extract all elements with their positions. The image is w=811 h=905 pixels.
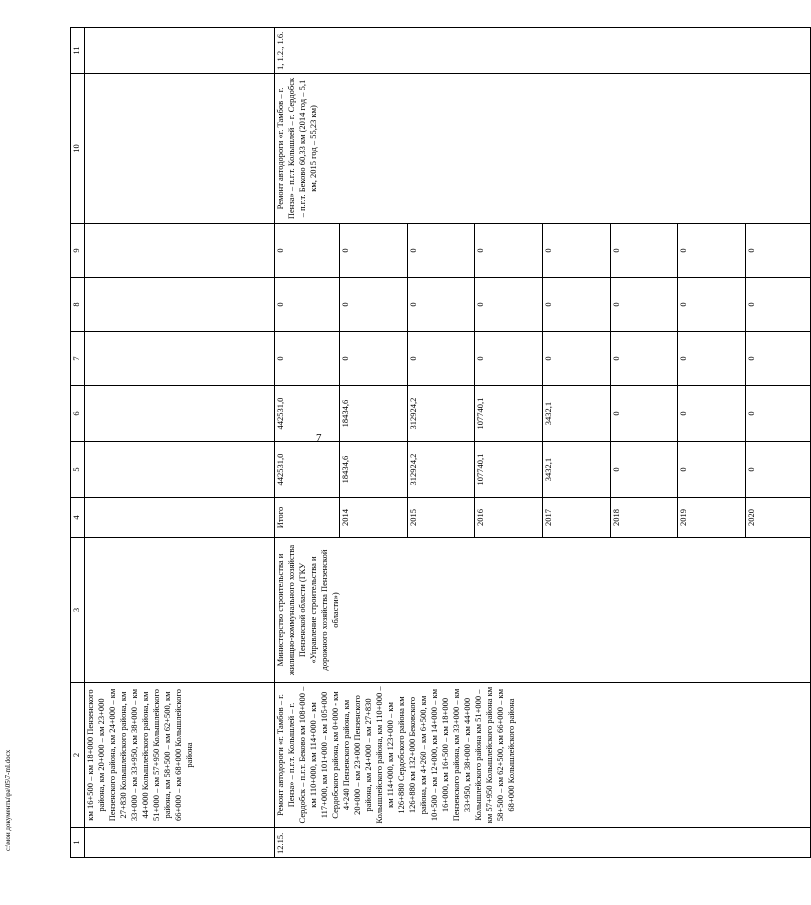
prev-row-description: км 16+500 – км 18+000 Пензенского района, км 20+000 – км 23+000 Пензенского района, км 24+000 – км 27+830 Колышлейского района, км 33+000 – км 33+950, км 38+000 – км 44+000 Колышлейского района, км 51+000 – км 57+950 Колышлейского района, км 58+500 – км 62+500, км 66+000 – км 68+000 Колышлейского района bbox=[85, 683, 275, 828]
col7-value: 0 bbox=[475, 332, 543, 385]
col-header-7: 7 bbox=[71, 332, 85, 386]
years-value: 2016 bbox=[475, 498, 543, 537]
col6-value: 107740,1 bbox=[475, 386, 543, 441]
col9-value: 0 bbox=[745, 248, 756, 253]
col5-value: 0 bbox=[745, 467, 756, 472]
program-table bbox=[70, 27, 811, 858]
years-value: 2017 bbox=[542, 498, 610, 537]
col8-value: 0 bbox=[340, 278, 408, 331]
col6-cell bbox=[275, 386, 811, 442]
col7-value: 0 bbox=[542, 332, 610, 385]
col5-value: 0 bbox=[678, 442, 746, 497]
col5-value: 107740,1 bbox=[475, 442, 543, 497]
col-header-1: 1 bbox=[71, 828, 85, 858]
col9-value: 0 bbox=[542, 224, 610, 277]
col8-value: 0 bbox=[475, 278, 543, 331]
col7-value: 0 bbox=[745, 356, 756, 361]
col8-value: 0 bbox=[678, 278, 746, 331]
col6-value: 0 bbox=[745, 411, 756, 416]
col8-value: 0 bbox=[275, 278, 340, 331]
years-value: 2020 bbox=[745, 509, 756, 526]
col-header-11: 11 bbox=[71, 28, 85, 74]
col-header-9: 9 bbox=[71, 224, 85, 278]
col6-value: 0 bbox=[610, 386, 678, 441]
col6-value: 18434,6 bbox=[340, 386, 408, 441]
col-header-4: 4 bbox=[71, 498, 85, 538]
col5-value: 18434,6 bbox=[340, 442, 408, 497]
col9-value: 0 bbox=[678, 224, 746, 277]
rotated-table-container bbox=[70, 28, 756, 858]
col7-cell bbox=[275, 332, 811, 386]
header-row bbox=[71, 28, 85, 858]
col-header-3: 3 bbox=[71, 538, 85, 683]
col9-value: 0 bbox=[340, 224, 408, 277]
col8-value: 0 bbox=[542, 278, 610, 331]
years-value: Итого bbox=[275, 498, 340, 537]
years-value: 2018 bbox=[610, 498, 678, 537]
col5-value: 0 bbox=[610, 442, 678, 497]
col9-value: 0 bbox=[610, 224, 678, 277]
col6-value: 3432,1 bbox=[542, 386, 610, 441]
row-name: Ремонт автодороги «г. Тамбов – г. Пенза» – п.г.т. Колышлей – г. Сердобск – п.г.т. Беково км 108+000 – км 110+000, км 114+000 – км 117+000, км 101+000 – км 105+000 Сердобского района, км 0+000 - км 4+240 Пензенского района, км 20+000 – км 23+000 Пензенского района, км 24+000 – км 27+830 Колышлейского района, км 110+000 – км 114+000, км 123+000 – км 126+880 Сердобского района км 126+880 км 132+000 Бековского района, км 4+260 – км 6+500, км 10+500 – км 12+000, км 14+000 – км 16+000, км 16+500 – км 18+000 Пензенского района, км 33+000 – км 33+950, км 38+000 – км 44+000 Колышлейского района км 51+000 – км 57+950 Колышлейского района км 58+500 – км 62+500, км 66+000 – км 68+000 Колышлейского района bbox=[275, 683, 811, 828]
years-cell bbox=[275, 498, 811, 538]
col9-value: 0 bbox=[275, 224, 340, 277]
continued-row bbox=[85, 28, 275, 858]
col-header-6: 6 bbox=[71, 386, 85, 442]
col5-value: 3432,1 bbox=[542, 442, 610, 497]
col6-value: 442531,0 bbox=[275, 386, 340, 441]
col7-value: 0 bbox=[678, 332, 746, 385]
col5-value: 442531,0 bbox=[275, 442, 340, 497]
col7-value: 0 bbox=[407, 332, 475, 385]
col-header-8: 8 bbox=[71, 278, 85, 332]
years-value: 2014 bbox=[340, 498, 408, 537]
col9-cell bbox=[275, 224, 811, 278]
col9-value: 0 bbox=[475, 224, 543, 277]
row-executor: Министерство строительства и жилищно-коммунального хозяйства Пензенской области (ГКУ «Управление строительства и дорожного хозяйства Пензенской области») bbox=[275, 538, 811, 683]
col6-value: 0 bbox=[678, 386, 746, 441]
col8-cell bbox=[275, 278, 811, 332]
row-result: Ремонт автодороги «г. Тамбов – г. Пенза» – п.г.т. Колышлей – г. Сердобск – п.г.т. Беково 60,33 км (2014 год – 5,1 км, 2015 год – 55,23 км) bbox=[275, 74, 811, 224]
row-indicator: 1, 1.2., 1.6. bbox=[275, 28, 811, 74]
col8-value: 0 bbox=[745, 302, 756, 307]
footer-file-path: c:\мои документы\ра\05\7-ml.docx bbox=[4, 749, 12, 851]
years-value: 2015 bbox=[407, 498, 475, 537]
col8-value: 0 bbox=[610, 278, 678, 331]
years-value: 2019 bbox=[678, 498, 746, 537]
col5-cell bbox=[275, 442, 811, 498]
col5-value: 312924,2 bbox=[407, 442, 475, 497]
row-12-15 bbox=[275, 28, 811, 858]
row-number: 12.15. bbox=[275, 828, 811, 858]
col7-value: 0 bbox=[610, 332, 678, 385]
page-number: 7 bbox=[316, 432, 322, 444]
col9-value: 0 bbox=[407, 224, 475, 277]
col-header-5: 5 bbox=[71, 442, 85, 498]
col7-value: 0 bbox=[275, 332, 340, 385]
col7-value: 0 bbox=[340, 332, 408, 385]
col8-value: 0 bbox=[407, 278, 475, 331]
col6-value: 312924,2 bbox=[407, 386, 475, 441]
col-header-2: 2 bbox=[71, 683, 85, 828]
col-header-10: 10 bbox=[71, 74, 85, 224]
